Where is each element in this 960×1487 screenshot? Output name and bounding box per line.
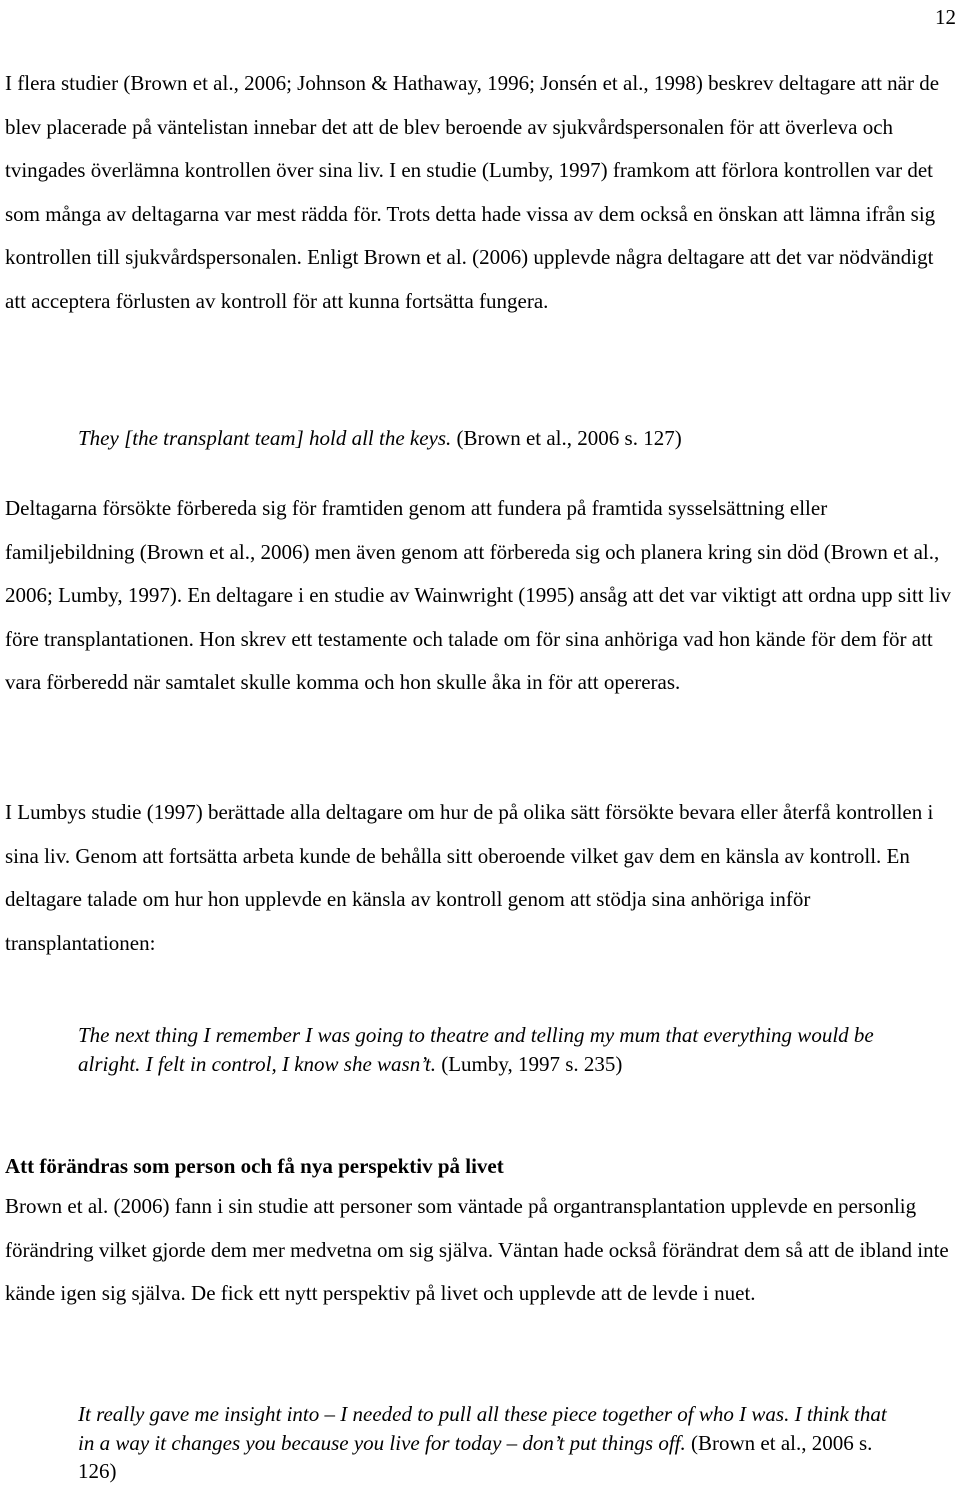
quote-citation: (Brown et al., 2006 s. 126)	[78, 1430, 873, 1484]
block-quote-theatre	[78, 1021, 898, 1078]
quote-citation: (Brown et al., 2006 s. 127)	[451, 426, 682, 450]
quote-text: It really gave me insight into – I needed to pull all these piece together of who I was. I think that in a way it changes you because you live for today – don’t put things off.	[78, 1402, 887, 1455]
paragraph-perspective: Brown et al. (2006) fann i sin studie att personer som väntade på organtransplantation upplevde en personlig förändring vilket gjorde dem mer medvetna om sig själva. Väntan hade också förändrat dem så att de ibland inte kände igen sig själva. De fick ett nytt perspektiv på livet och upplevde att de levde i nuet.	[5, 1194, 949, 1306]
section-heading: Att förändras som person och få nya perspektiv på livet	[5, 1154, 504, 1178]
block-quote-insight	[78, 1400, 898, 1486]
block-quote-keys	[78, 424, 682, 452]
paragraph-regain-control: I Lumbys studie (1997) berättade alla deltagare om hur de på olika sätt försökte bevara eller återfå kontrollen i sina liv. Genom att fortsätta arbeta kunde de behålla sitt oberoende vilket gav dem en känsla av kontroll. En deltagare talade om hur hon upplevde en känsla av kontroll genom att stödja sina anhöriga inför transplantationen:	[5, 800, 934, 955]
paragraph-control-loss: I flera studier (Brown et al., 2006; Johnson & Hathaway, 1996; Jonsén et al., 1998) beskrev deltagare att när de blev placerade på väntelistan innebar det att de blev beroende av sjukvårdspersonalen för att överleva och tvingades överlämna kontrollen över sina liv. I en studie (Lumby, 1997) framkom att förlora kontrollen var det som många av deltagarna var mest rädda för. Trots detta hade vissa av dem också en önskan att lämna ifrån sig kontrollen till sjukvårdspersonalen. Enligt Brown et al. (2006) upplevde några deltagare att det var nödvändigt att acceptera förlusten av kontroll för att kunna fortsätta fungera.	[5, 71, 940, 313]
quote-text: They [the transplant team] hold all the keys.	[78, 426, 452, 450]
quote-text: The next thing I remember I was going to theatre and telling my mum that everything would be alright. I felt in control, I know she wasn’t.	[78, 1023, 874, 1076]
page-number: 12	[935, 5, 956, 29]
paragraph-preparation: Deltagarna försökte förbereda sig för framtiden genom att fundera på framtida sysselsättning eller familjebildning (Brown et al., 2006) men även genom att förbereda sig och planera kring sin död (Brown et al., 2006; Lumby, 1997). En deltagare i en studie av Wainwright (1995) ansåg att det var viktigt att ordna upp sitt liv före transplantationen. Hon skrev ett testamente och talade om för sina anhöriga vad hon kände för dem för att vara förberedd när samtalet skulle komma och hon skulle åka in för att opereras.	[5, 496, 952, 695]
quote-citation: (Lumby, 1997 s. 235)	[435, 1051, 623, 1076]
